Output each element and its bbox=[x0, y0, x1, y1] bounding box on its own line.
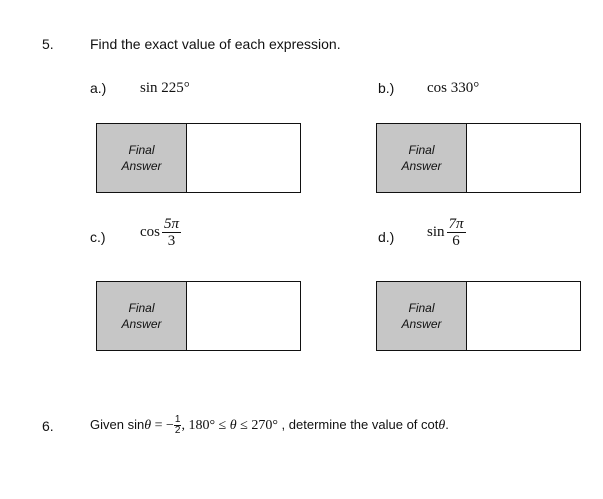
final-answer-label-b bbox=[377, 124, 467, 192]
answer-field-b[interactable] bbox=[467, 124, 580, 192]
answer-box-b bbox=[376, 123, 581, 193]
q6-range-end: ≤ 270° bbox=[236, 418, 278, 433]
final-answer-label-c bbox=[97, 282, 187, 350]
part-d-fraction bbox=[447, 216, 466, 249]
q6-period: . bbox=[445, 417, 449, 432]
part-c-numerator: 5π bbox=[164, 216, 180, 232]
final-label-line2: Answer bbox=[121, 159, 162, 173]
final-label-line2: Answer bbox=[121, 317, 162, 331]
answer-box-d bbox=[376, 281, 581, 351]
part-a-label: a.) bbox=[90, 80, 107, 96]
final-label-line1: Final bbox=[408, 143, 435, 157]
q6-theta: θ bbox=[144, 418, 152, 433]
question-6-number: 6. bbox=[42, 418, 54, 434]
part-d-label: d.) bbox=[378, 229, 395, 245]
question-6-text bbox=[90, 412, 449, 439]
final-label-line1: Final bbox=[128, 143, 155, 157]
final-answer-label-a bbox=[97, 124, 187, 192]
question-5-prompt: Find the exact value of each expression. bbox=[90, 36, 341, 52]
part-b-expression: cos 330° bbox=[427, 80, 480, 96]
part-d-denominator: 6 bbox=[452, 233, 460, 249]
part-c-fraction bbox=[162, 216, 181, 249]
q6-determine-text: , determine the value of cot bbox=[277, 417, 439, 432]
part-c-function: cos bbox=[140, 223, 160, 240]
q6-range-theta: θ bbox=[229, 418, 237, 433]
final-label-line1: Final bbox=[408, 301, 435, 315]
answer-field-c[interactable] bbox=[187, 282, 300, 350]
question-5-number: 5. bbox=[42, 36, 54, 52]
q6-given-text: Given sin bbox=[90, 417, 145, 432]
q6-equals: = − bbox=[151, 418, 174, 433]
q6-frac-den: 2 bbox=[174, 425, 181, 437]
part-a-expression: sin 225° bbox=[140, 80, 190, 96]
answer-field-d[interactable] bbox=[467, 282, 580, 350]
part-c-label: c.) bbox=[90, 229, 106, 245]
part-c-expression bbox=[140, 216, 181, 249]
answer-box-a bbox=[96, 123, 301, 193]
final-answer-label-d bbox=[377, 282, 467, 350]
q6-cot-theta: θ bbox=[438, 418, 446, 433]
part-c-denominator: 3 bbox=[167, 233, 176, 249]
q6-frac-num: 1 bbox=[174, 414, 181, 426]
final-label-line1: Final bbox=[128, 301, 155, 315]
final-label-line2: Answer bbox=[401, 159, 442, 173]
final-label-line2: Answer bbox=[401, 317, 442, 331]
q6-range-start: , 180° ≤ bbox=[181, 418, 230, 433]
part-b-label: b.) bbox=[378, 80, 395, 96]
answer-field-a[interactable] bbox=[187, 124, 300, 192]
part-d-expression bbox=[427, 216, 466, 249]
part-d-numerator: 7π bbox=[448, 216, 464, 232]
part-d-function: sin bbox=[427, 223, 445, 240]
answer-box-c bbox=[96, 281, 301, 351]
